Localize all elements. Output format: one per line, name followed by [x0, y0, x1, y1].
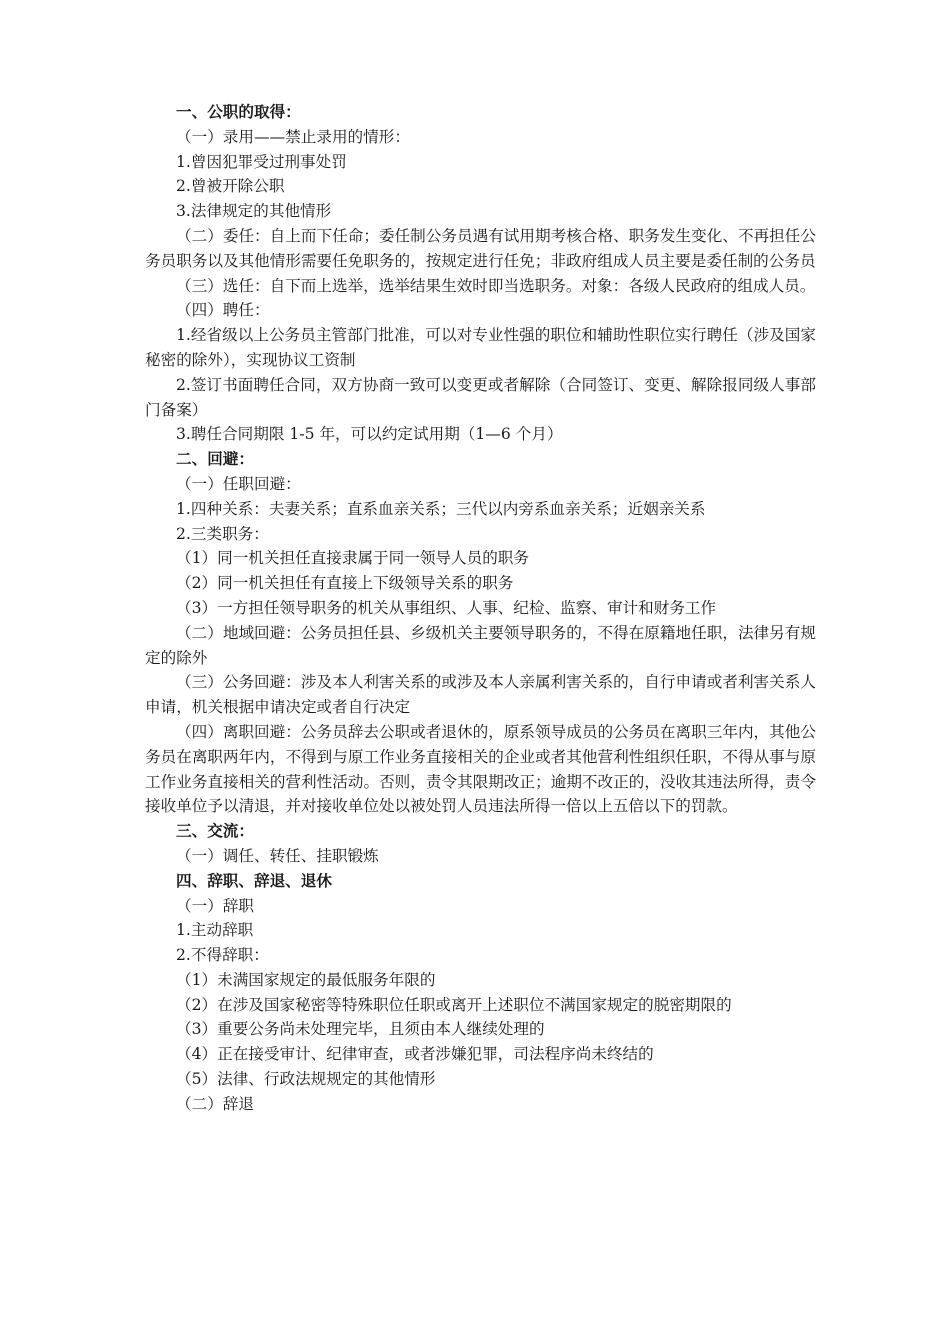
text-line: （2）在涉及国家秘密等特殊职位任职或离开上述职位不满国家规定的脱密期限的: [176, 995, 732, 1014]
text-line: 2.不得辞职：: [176, 946, 269, 965]
paragraph: （二）委任：自上而下任命；委任制公务员遇有试用期考核合格、职务发生变化、不再担任公务员职务以及其他情形需要任免职务的，按规定进行任免；非政府组成人员主要是委任制的公务员: [145, 226, 816, 270]
paragraph: （四）离职回避：公务员辞去公职或者退休的，原系领导成员的公务员在离职三年内，其他公务员在离职两年内，不得到与原工作业务直接相关的企业或者其他营利性组织任职，不得从事与原工作业务直接相关的营利性活动。否则，责令其限期改正；逾期不改正的，没收其违法所得，责令接收单位予以清退，并对接收单位处以被处罚人员违法所得一倍以上五倍以下的罚款。: [145, 722, 816, 816]
text-line: （二）辞退: [176, 1094, 254, 1113]
text-line: （4）正在接受审计、纪律审查，或者涉嫌犯罪，司法程序尚未终结的: [176, 1045, 654, 1064]
text-line: 3.法律规定的其他情形: [176, 202, 332, 221]
section-heading: 一、公职的取得：: [176, 103, 301, 121]
text-line: 1.四种关系：夫妻关系；直系血亲关系；三代以内旁系血亲关系；近姻亲关系: [176, 499, 706, 518]
text-line: （一）录用——禁止录用的情形：: [176, 127, 410, 146]
text-line: （1）同一机关担任直接隶属于同一领导人员的职务: [176, 549, 529, 568]
text-line: 2.三类职务：: [176, 524, 269, 543]
section-heading: 二、回避：: [176, 450, 254, 469]
section-heading: 三、交流：: [176, 822, 254, 841]
text-line: （一）辞职: [176, 896, 254, 915]
text-line: 2.曾被开除公职: [176, 177, 285, 196]
paragraph: 1.经省级以上公务员主管部门批准，可以对专业性强的职位和辅助性职位实行聘任（涉及国家秘密的除外），实现协议工资制: [145, 326, 816, 369]
text-line: （一）任职回避：: [176, 474, 301, 493]
text-line: （四）聘任：: [176, 301, 270, 320]
text-line: 1.曾因犯罪受过刑事处罚: [176, 152, 347, 171]
text-line: （一）调任、转任、挂职锻炼: [176, 846, 379, 865]
text-line: 1.主动辞职: [176, 921, 254, 940]
text-line: （5）法律、行政法规规定的其他情形: [176, 1070, 436, 1089]
text-line: 3.聘任合同期限 1-5 年，可以约定试用期（1—6 个月）: [176, 425, 563, 444]
text-line: （3）一方担任领导职务的机关从事组织、人事、纪检、监察、审计和财务工作: [176, 598, 717, 617]
text-line: （2）同一机关担任有直接上下级领导关系的职务: [176, 574, 514, 593]
text-line: （1）未满国家规定的最低服务年限的: [176, 970, 436, 989]
section-heading: 四、辞职、辞退、退休: [176, 871, 332, 890]
document-body: [145, 100, 816, 1117]
paragraph: （三）公务回避：涉及本人利害关系的或涉及本人亲属利害关系的，自行申请或者利害关系人申请，机关根据申请决定或者自行决定: [145, 673, 816, 717]
paragraph: （三）选任：自下而上选举，选举结果生效时即当选职务。对象：各级人民政府的组成人员。: [176, 276, 816, 295]
paragraph: （二）地域回避：公务员担任县、乡级机关主要领导职务的，不得在原籍地任职，法律另有规定的除外: [145, 623, 816, 667]
paragraph: 2.签订书面聘任合同，双方协商一致可以变更或者解除（合同签订、变更、解除报同级人事部门备案）: [145, 375, 816, 419]
text-line: （3）重要公务尚未处理完毕，且须由本人继续处理的: [176, 1020, 545, 1039]
